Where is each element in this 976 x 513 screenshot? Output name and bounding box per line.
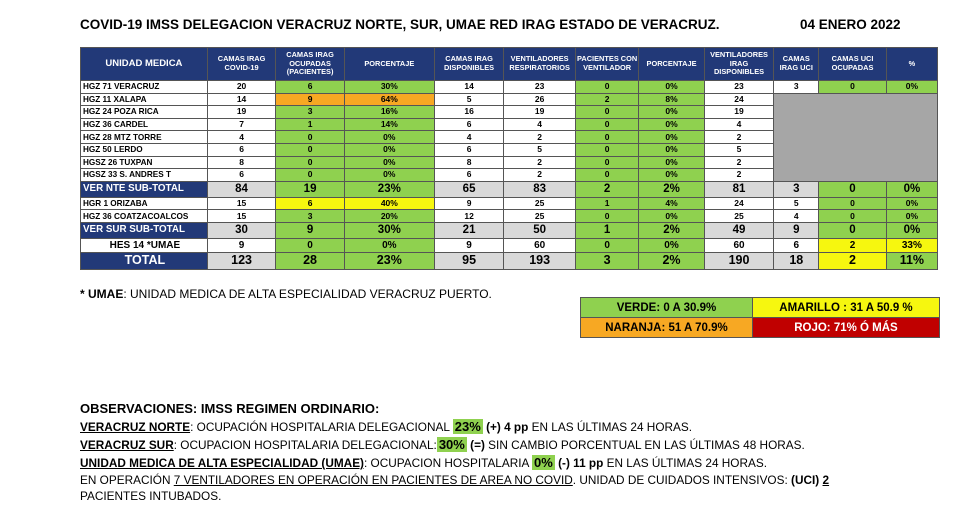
umae-text: : OCUPACION HOSPITALARIA: [364, 456, 533, 470]
table-cell: 2: [504, 156, 576, 169]
unit-name: HGSZ 33 S. ANDRES T: [81, 169, 208, 182]
table-cell: 23: [504, 81, 576, 94]
table-cell: 123: [207, 252, 276, 269]
table-cell: 4: [774, 210, 819, 223]
table-cell: 9: [774, 222, 819, 238]
table-cell: 0%: [886, 210, 937, 223]
uci-not-applicable: [774, 93, 938, 181]
table-cell: 6: [207, 169, 276, 182]
oper-text-mid: . UNIDAD DE CUIDADOS INTENSIVOS:: [572, 473, 792, 487]
table-cell: 5: [504, 143, 576, 156]
column-header: VENTILADORES RESPIRATORIOS: [504, 48, 576, 81]
table-cell: 6: [434, 169, 504, 182]
table-cell: 6: [207, 143, 276, 156]
table-cell: 9: [276, 222, 345, 238]
table-cell: 5: [774, 197, 819, 210]
norte-value: 23%: [454, 419, 481, 434]
table-cell: 4: [504, 118, 576, 131]
table-cell: 49: [704, 222, 774, 238]
color-legend: [580, 297, 940, 338]
table-cell: 9: [434, 238, 504, 252]
table-cell: 21: [434, 222, 504, 238]
subtotal-label: VER NTE SUB-TOTAL: [81, 181, 208, 197]
table-cell: 4: [704, 118, 774, 131]
umae-text-end: EN LAS ÚLTIMAS 24 HORAS.: [603, 456, 768, 470]
table-cell: 0: [276, 143, 345, 156]
norte-change: (+) 4 pp: [482, 420, 529, 434]
table-cell: 30%: [344, 81, 434, 94]
table-cell: 0: [276, 131, 345, 144]
table-cell: 6: [434, 118, 504, 131]
table-cell: 0%: [886, 222, 937, 238]
unit-name: HGZ 71 VERACRUZ: [81, 81, 208, 94]
table-cell: 0%: [639, 210, 704, 223]
norte-text: : OCUPACIÓN HOSPITALARIA DELEGACIONAL: [190, 420, 453, 434]
column-header: CAMAS IRAG UCI: [774, 48, 819, 81]
table-cell: 0: [575, 81, 638, 94]
table-cell: 3: [774, 81, 819, 94]
occupancy-table: [80, 47, 938, 270]
table-cell: 16: [434, 106, 504, 119]
table-row: [81, 210, 938, 223]
unit-name: HGSZ 26 TUXPAN: [81, 156, 208, 169]
table-cell: 19: [704, 106, 774, 119]
table-cell: 0%: [639, 118, 704, 131]
table-cell: 2: [819, 252, 886, 269]
oper-ventiladores: 7 VENTILADORES EN OPERACIÓN EN PACIENTES DE AREA NO COVID: [173, 473, 573, 487]
page-title: [80, 17, 901, 32]
sur-label: VERACRUZ SUR: [80, 438, 174, 452]
unit-name: HGR 1 ORIZABA: [81, 197, 208, 210]
table-cell: 65: [434, 181, 504, 197]
table-cell: 2%: [639, 252, 704, 269]
table-cell: 0%: [344, 169, 434, 182]
table-cell: 0: [276, 156, 345, 169]
table-cell: 5: [434, 93, 504, 106]
table-cell: 190: [704, 252, 774, 269]
table-cell: 6: [276, 197, 345, 210]
column-header: CAMAS IRAG OCUPADAS (PACIENTES): [276, 48, 345, 81]
table-cell: 84: [207, 181, 276, 197]
umae-row: [81, 238, 938, 252]
table-cell: 0: [819, 197, 886, 210]
unit-name: HGZ 24 POZA RICA: [81, 106, 208, 119]
column-header: CAMAS UCI OCUPADAS: [819, 48, 886, 81]
table-cell: 25: [704, 210, 774, 223]
table-cell: 0: [575, 210, 638, 223]
column-header: VENTILADORES IRAG DISPONIBLES: [704, 48, 774, 81]
observation-norte: [80, 418, 950, 436]
table-cell: 0%: [344, 131, 434, 144]
table-cell: 11%: [886, 252, 937, 269]
table-cell: 81: [704, 181, 774, 197]
sur-value: 30%: [438, 437, 465, 452]
sur-change: (=): [466, 438, 485, 452]
column-header: CAMAS IRAG COVID-19: [207, 48, 276, 81]
table-cell: 0: [276, 238, 345, 252]
table-cell: 30: [207, 222, 276, 238]
table-cell: 0%: [344, 238, 434, 252]
table-cell: 4%: [639, 197, 704, 210]
table-cell: 83: [504, 181, 576, 197]
table-cell: 0: [575, 106, 638, 119]
column-header: PORCENTAJE: [639, 48, 704, 81]
table-cell: 15: [207, 197, 276, 210]
table-cell: 9: [276, 93, 345, 106]
table-cell: 25: [504, 197, 576, 210]
footnote-text: : UNIDAD MEDICA DE ALTA ESPECIALIDAD VERACRUZ PUERTO.: [123, 287, 492, 301]
table-row: [81, 197, 938, 210]
table-cell: 1: [575, 222, 638, 238]
table-cell: 0%: [639, 131, 704, 144]
sur-text-end: SIN CAMBIO PORCENTUAL EN LAS ÚLTIMAS 48 HORAS.: [484, 438, 805, 452]
table-cell: 0: [819, 181, 886, 197]
table-cell: 0: [819, 81, 886, 94]
table-cell: 15: [207, 210, 276, 223]
table-cell: 50: [504, 222, 576, 238]
column-header: PORCENTAJE: [344, 48, 434, 81]
table-row: [81, 93, 938, 106]
table-row: [81, 81, 938, 94]
unit-name: HGZ 11 XALAPA: [81, 93, 208, 106]
table-cell: 5: [704, 143, 774, 156]
table-cell: 0%: [639, 143, 704, 156]
legend-naranja: NARANJA: 51 A 70.9%: [581, 318, 753, 338]
table-cell: 60: [504, 238, 576, 252]
table-cell: 3: [276, 106, 345, 119]
subtotal-row-sur: [81, 222, 938, 238]
unit-name: HES 14 *UMAE: [81, 238, 208, 252]
table-cell: 14: [434, 81, 504, 94]
subtotal-row-norte: [81, 181, 938, 197]
table-cell: 16%: [344, 106, 434, 119]
column-header: PACIENTES CON VENTILADOR: [575, 48, 638, 81]
table-cell: 24: [704, 93, 774, 106]
table-cell: 193: [504, 252, 576, 269]
table-cell: 2: [704, 131, 774, 144]
table-cell: 2%: [639, 181, 704, 197]
table-cell: 0: [819, 210, 886, 223]
table-cell: 6: [434, 143, 504, 156]
legend-verde: VERDE: 0 A 30.9%: [581, 298, 753, 318]
unit-name: HGZ 36 COATZACOALCOS: [81, 210, 208, 223]
table-cell: 28: [276, 252, 345, 269]
table-cell: 3: [575, 252, 638, 269]
table-cell: 0: [575, 131, 638, 144]
table-cell: 23: [704, 81, 774, 94]
oper-text: EN OPERACIÓN: [80, 473, 174, 487]
table-cell: 64%: [344, 93, 434, 106]
umae-value: 0%: [534, 455, 553, 470]
table-cell: 0: [575, 156, 638, 169]
table-cell: 0%: [639, 238, 704, 252]
table-cell: 3: [774, 181, 819, 197]
observation-sur: [80, 436, 950, 454]
table-cell: 33%: [886, 238, 937, 252]
table-cell: 0%: [639, 169, 704, 182]
table-cell: 24: [704, 197, 774, 210]
table-cell: 19: [207, 106, 276, 119]
table-cell: 4: [207, 131, 276, 144]
table-cell: 2: [704, 169, 774, 182]
norte-text-end: EN LAS ÚLTIMAS 24 HORAS.: [528, 420, 693, 434]
table-cell: 2: [504, 131, 576, 144]
table-cell: 40%: [344, 197, 434, 210]
table-cell: 0%: [639, 81, 704, 94]
table-cell: 6: [774, 238, 819, 252]
table-cell: 0: [575, 238, 638, 252]
table-cell: 26: [504, 93, 576, 106]
table-cell: 0: [575, 143, 638, 156]
observations-heading: OBSERVACIONES: IMSS REGIMEN ORDINARIO:: [80, 401, 380, 416]
norte-label: VERACRUZ NORTE: [80, 420, 191, 434]
umae-change: (-) 11 pp: [554, 456, 604, 470]
footnote-label: * UMAE: [80, 287, 124, 301]
table-cell: 19: [276, 181, 345, 197]
sur-text: : OCUPACION HOSPITALARIA DELEGACIONAL:: [173, 438, 437, 452]
table-cell: 14%: [344, 118, 434, 131]
table-header-row: [81, 48, 938, 81]
table-cell: 20%: [344, 210, 434, 223]
table-cell: 19: [504, 106, 576, 119]
table-cell: 14: [207, 93, 276, 106]
column-header: UNIDAD MEDICA: [81, 48, 208, 81]
total-row: [81, 252, 938, 269]
table-cell: 8: [207, 156, 276, 169]
table-cell: 0: [575, 169, 638, 182]
table-cell: 7: [207, 118, 276, 131]
oper-text-end: PACIENTES INTUBADOS.: [80, 489, 222, 503]
oper-count: 2: [822, 473, 830, 487]
table-cell: 25: [504, 210, 576, 223]
table-cell: 1: [575, 197, 638, 210]
total-label: TOTAL: [81, 252, 208, 269]
table-cell: 2: [575, 93, 638, 106]
table-cell: 0: [575, 118, 638, 131]
legend-amarillo: AMARILLO : 31 A 50.9 %: [752, 298, 939, 318]
table-cell: 4: [434, 131, 504, 144]
table-cell: 0: [276, 169, 345, 182]
table-cell: 0%: [886, 81, 937, 94]
table-cell: 60: [704, 238, 774, 252]
report-title: COVID-19 IMSS DELEGACION VERACRUZ NORTE, SUR, UMAE RED IRAG ESTADO DE VERACRUZ.: [80, 17, 720, 32]
unit-name: HGZ 50 LERDO: [81, 143, 208, 156]
table-cell: 0%: [886, 197, 937, 210]
oper-uci: (UCI): [791, 473, 820, 487]
table-cell: 0%: [639, 106, 704, 119]
table-cell: 1: [276, 118, 345, 131]
legend-rojo: ROJO: 71% Ó MÁS: [752, 318, 939, 338]
report-date: 04 ENERO 2022: [800, 17, 901, 32]
table-cell: 20: [207, 81, 276, 94]
table-cell: 12: [434, 210, 504, 223]
table-cell: 0%: [344, 156, 434, 169]
table-cell: 2: [819, 238, 886, 252]
table-cell: 0%: [344, 143, 434, 156]
table-cell: 18: [774, 252, 819, 269]
table-cell: 2: [575, 181, 638, 197]
footnote: [80, 287, 492, 301]
column-header: %: [886, 48, 937, 81]
table-cell: 6: [276, 81, 345, 94]
table-cell: 23%: [344, 252, 434, 269]
table-cell: 0%: [886, 181, 937, 197]
table-cell: 8: [434, 156, 504, 169]
table-cell: 2: [704, 156, 774, 169]
table-cell: 9: [434, 197, 504, 210]
unit-name: HGZ 36 CARDEL: [81, 118, 208, 131]
observation-operacion: [80, 472, 950, 504]
table-cell: 8%: [639, 93, 704, 106]
observation-umae: [80, 454, 950, 472]
table-cell: 30%: [344, 222, 434, 238]
table-cell: 23%: [344, 181, 434, 197]
column-header: CAMAS IRAG DISPONIBLES: [434, 48, 504, 81]
table-cell: 9: [207, 238, 276, 252]
observations: [80, 400, 950, 504]
table-cell: 0%: [639, 156, 704, 169]
table-cell: 0: [819, 222, 886, 238]
table-cell: 95: [434, 252, 504, 269]
umae-label: UNIDAD MEDICA DE ALTA ESPECIALIDAD (UMAE): [80, 456, 364, 470]
subtotal-label: VER SUR SUB-TOTAL: [81, 222, 208, 238]
table-cell: 3: [276, 210, 345, 223]
table-cell: 2: [504, 169, 576, 182]
unit-name: HGZ 28 MTZ TORRE: [81, 131, 208, 144]
table-cell: 2%: [639, 222, 704, 238]
